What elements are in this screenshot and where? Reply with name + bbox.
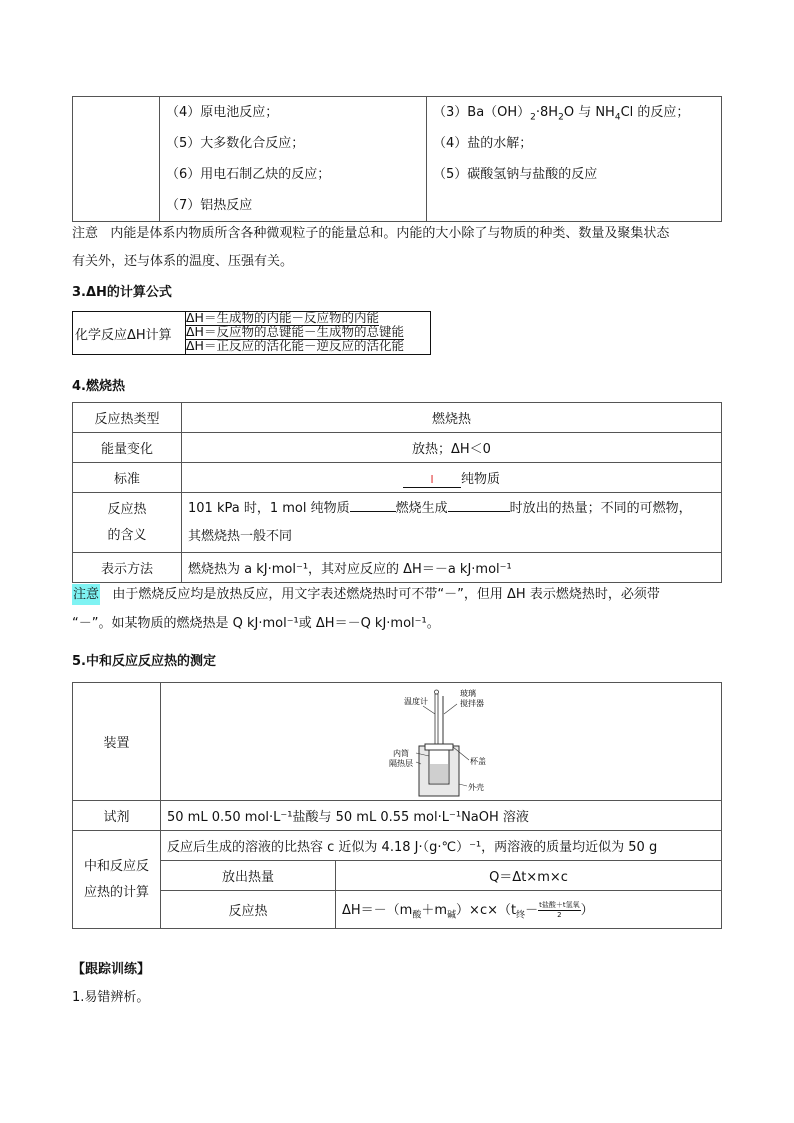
sub-value: $\Delta H=-(m_酸+m_碱)\times c\times(t_终-$ $\frac{\text{t盐酸＋t氢氧}}{2}$ ） (336, 891, 722, 929)
label-thermometer: 温度计 (404, 696, 428, 706)
combustion-heat-table (72, 402, 722, 583)
thermometer-bulb (435, 690, 439, 694)
note-label: 注意 (72, 584, 100, 605)
calorimeter-diagram (161, 684, 721, 800)
row-value: 50 mL 0.50 mol·L⁻¹盐酸与 50 mL 0.55 mol·L⁻¹NaOH 溶液 (161, 801, 722, 831)
apparatus-cell (161, 683, 722, 801)
label-stirrer: 玻璃 (460, 688, 476, 698)
note-paragraph: 注意 由于燃烧反应均是放热反应，用文字表述燃烧热时可不带“－”，但用 ΔH 表示燃烧热时，必须带 “－”。如某物质的燃烧热是 Q kJ·mol⁻¹或 ΔH＝－Q kJ·mol⁻¹。 (72, 580, 724, 638)
sub-label: 反应热 (161, 891, 336, 929)
row-value: 放热；ΔH＜0 (182, 433, 722, 463)
fill-blank (350, 497, 396, 512)
label-stirrer: 搅拌器 (460, 698, 484, 708)
row-label: 标准 (73, 463, 182, 493)
dh-formula-box (72, 311, 186, 355)
label-inner-cup: 内筒 (393, 748, 409, 758)
formula-line: ΔH＝正反应的活化能－逆反应的活化能 (186, 338, 404, 353)
label-lid: 杯盖 (470, 756, 486, 766)
section-heading: 4.燃烧热 (72, 379, 125, 394)
row-label: 能量变化 (73, 433, 182, 463)
row-value: 反应后生成的溶液的比热容 c 近似为 4.18 J·（g·℃）⁻¹，两溶液的质量均近似为 50 g (161, 831, 722, 861)
row-label: 装置 (73, 683, 161, 801)
label-outer-shell: 外壳 (468, 782, 484, 792)
reaction-type-table (72, 96, 722, 222)
exothermic-examples-cell (160, 97, 427, 222)
note-paragraph: 注意 内能是体系内物质所含各种微观粒子的能量总和。内能的大小除了与物质的种类、数量及聚集状态 有关外，还与体系的温度、压强有关。 (72, 226, 670, 269)
example-item: （4）原电池反应； (166, 105, 279, 120)
row-label: 中和反应反 应热的计算 (73, 831, 161, 929)
note-label: 注意 (72, 226, 99, 241)
row-label: 表示方法 (73, 553, 182, 583)
sub-value: Q＝Δt×m×c (336, 861, 722, 891)
fraction: $\frac{\text{t盐酸＋t氢氧}}{2}$ (539, 900, 580, 919)
formula-box-label: 化学反应ΔH计算 (75, 328, 172, 343)
formula-line: ΔH＝生成物的内能－反应物的内能 (186, 310, 379, 325)
example-item: （4）盐的水解； (433, 136, 533, 151)
blank-cell (73, 97, 160, 222)
fill-blank (448, 497, 510, 512)
row-value: l 纯物质 (182, 463, 722, 493)
example-item: （7）铝热反应 (166, 198, 253, 213)
practice-item: 1.易错辨析。 (72, 990, 150, 1005)
example-item: $(3)Ba(OH)_2\cdot 8H_2O$ 与 $NH_4Cl$ 的反应； (433, 105, 690, 123)
sub-label: 放出热量 (161, 861, 336, 891)
practice-heading: 【跟踪训练】 (72, 962, 151, 977)
formula-line: ΔH＝反应物的总键能－生成物的总键能 (186, 324, 404, 339)
row-label: 反应热类型 (73, 403, 182, 433)
example-item: （5）碳酸氢钠与盐酸的反应 (433, 167, 598, 182)
fill-blank: l (403, 473, 461, 488)
lid-shape (425, 744, 453, 750)
row-value: 101 kPa 时，1 mol 纯物质 燃烧生成 时放出的热量；不同的可燃物， 其燃烧热一般不同 (182, 493, 722, 553)
section-heading: 3.ΔH的计算公式 (72, 285, 172, 300)
label-insulation: 隔热层 (389, 758, 413, 768)
row-value: 燃烧热为 a kJ·mol⁻¹，其对应反应的 ΔH＝－a kJ·mol⁻¹ (182, 553, 722, 583)
example-item: （5）大多数化合反应； (166, 136, 305, 151)
endothermic-examples-cell (427, 97, 722, 222)
row-label: 试剂 (73, 801, 161, 831)
row-value: 燃烧热 (182, 403, 722, 433)
example-item: （6）用电石制乙炔的反应； (166, 167, 331, 182)
row-label: 反应热 的含义 (73, 493, 182, 553)
neutralization-table (72, 682, 722, 929)
section-heading: 5.中和反应反应热的测定 (72, 654, 216, 669)
